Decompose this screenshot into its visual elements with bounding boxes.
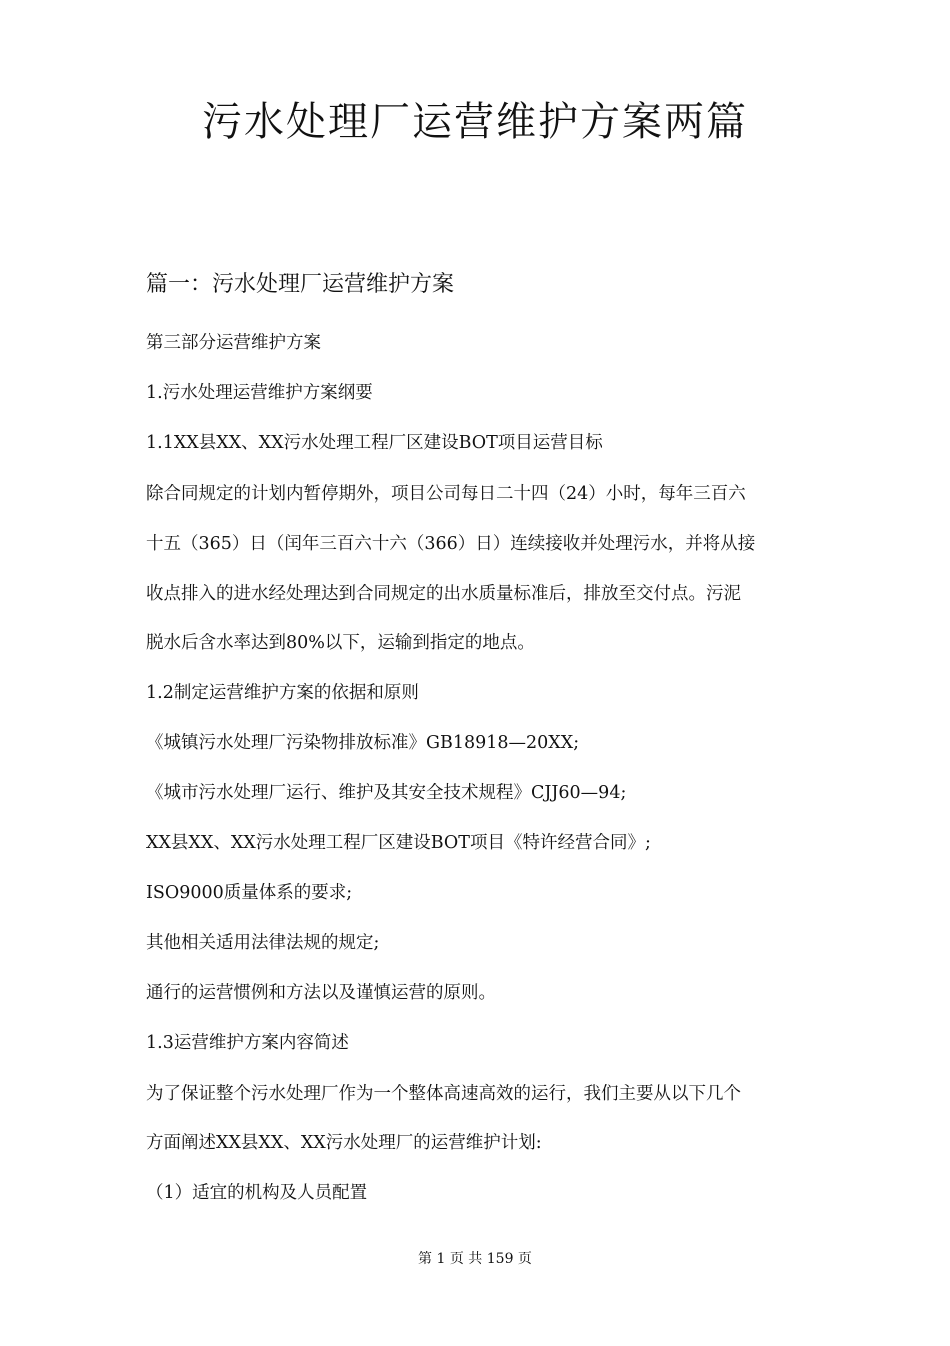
paragraph-line: 《城市污水处理厂运行、维护及其安全技术规程》CJJ60—94; — [146, 783, 627, 803]
page-number-footer: 第 1 页 共 159 页 — [418, 1251, 532, 1267]
paragraph-line: 1.1XX县XX、XX污水处理工程厂区建设BOT项目运营目标 — [146, 433, 603, 453]
paragraph-line: 其他相关适用法律法规的规定; — [146, 933, 380, 953]
paragraph-line: 《城镇污水处理厂污染物排放标准》GB18918—20XX; — [146, 733, 580, 753]
paragraph-line: XX县XX、XX污水处理工程厂区建设BOT项目《特许经营合同》; — [146, 833, 651, 853]
paragraph-line: ISO9000质量体系的要求; — [146, 883, 353, 903]
paragraph-line: 1.2制定运营维护方案的依据和原则 — [146, 683, 419, 703]
paragraph-line: 1.3运营维护方案内容简述 — [146, 1033, 349, 1053]
paragraph-line: 收点排入的进水经处理达到合同规定的出水质量标准后，排放至交付点。污泥 — [146, 584, 741, 604]
paragraph-line: 通行的运营惯例和方法以及谨慎运营的原则。 — [146, 983, 496, 1003]
paragraph-line: 脱水后含水率达到80%以下，运输到指定的地点。 — [146, 633, 535, 653]
paragraph-line: 为了保证整个污水处理厂作为一个整体高速高效的运行，我们主要从以下几个 — [146, 1084, 741, 1104]
section-heading: 篇一：污水处理厂运营维护方案 — [146, 272, 455, 297]
paragraph-line: 第三部分运营维护方案 — [146, 333, 321, 353]
paragraph-line: 十五（365）日（闰年三百六十六（366）日）连续接收并处理污水，并将从接 — [146, 534, 756, 554]
paragraph-line: 1.污水处理运营维护方案纲要 — [146, 383, 373, 403]
document-title: 污水处理厂运营维护方案两篇 — [202, 99, 748, 145]
paragraph-line: 方面阐述XX县XX、XX污水处理厂的运营维护计划: — [146, 1133, 542, 1153]
paragraph-line: （1）适宜的机构及人员配置 — [146, 1183, 368, 1203]
paragraph-line: 除合同规定的计划内暂停期外，项目公司每日二十四（24）小时，每年三百六 — [146, 484, 746, 504]
